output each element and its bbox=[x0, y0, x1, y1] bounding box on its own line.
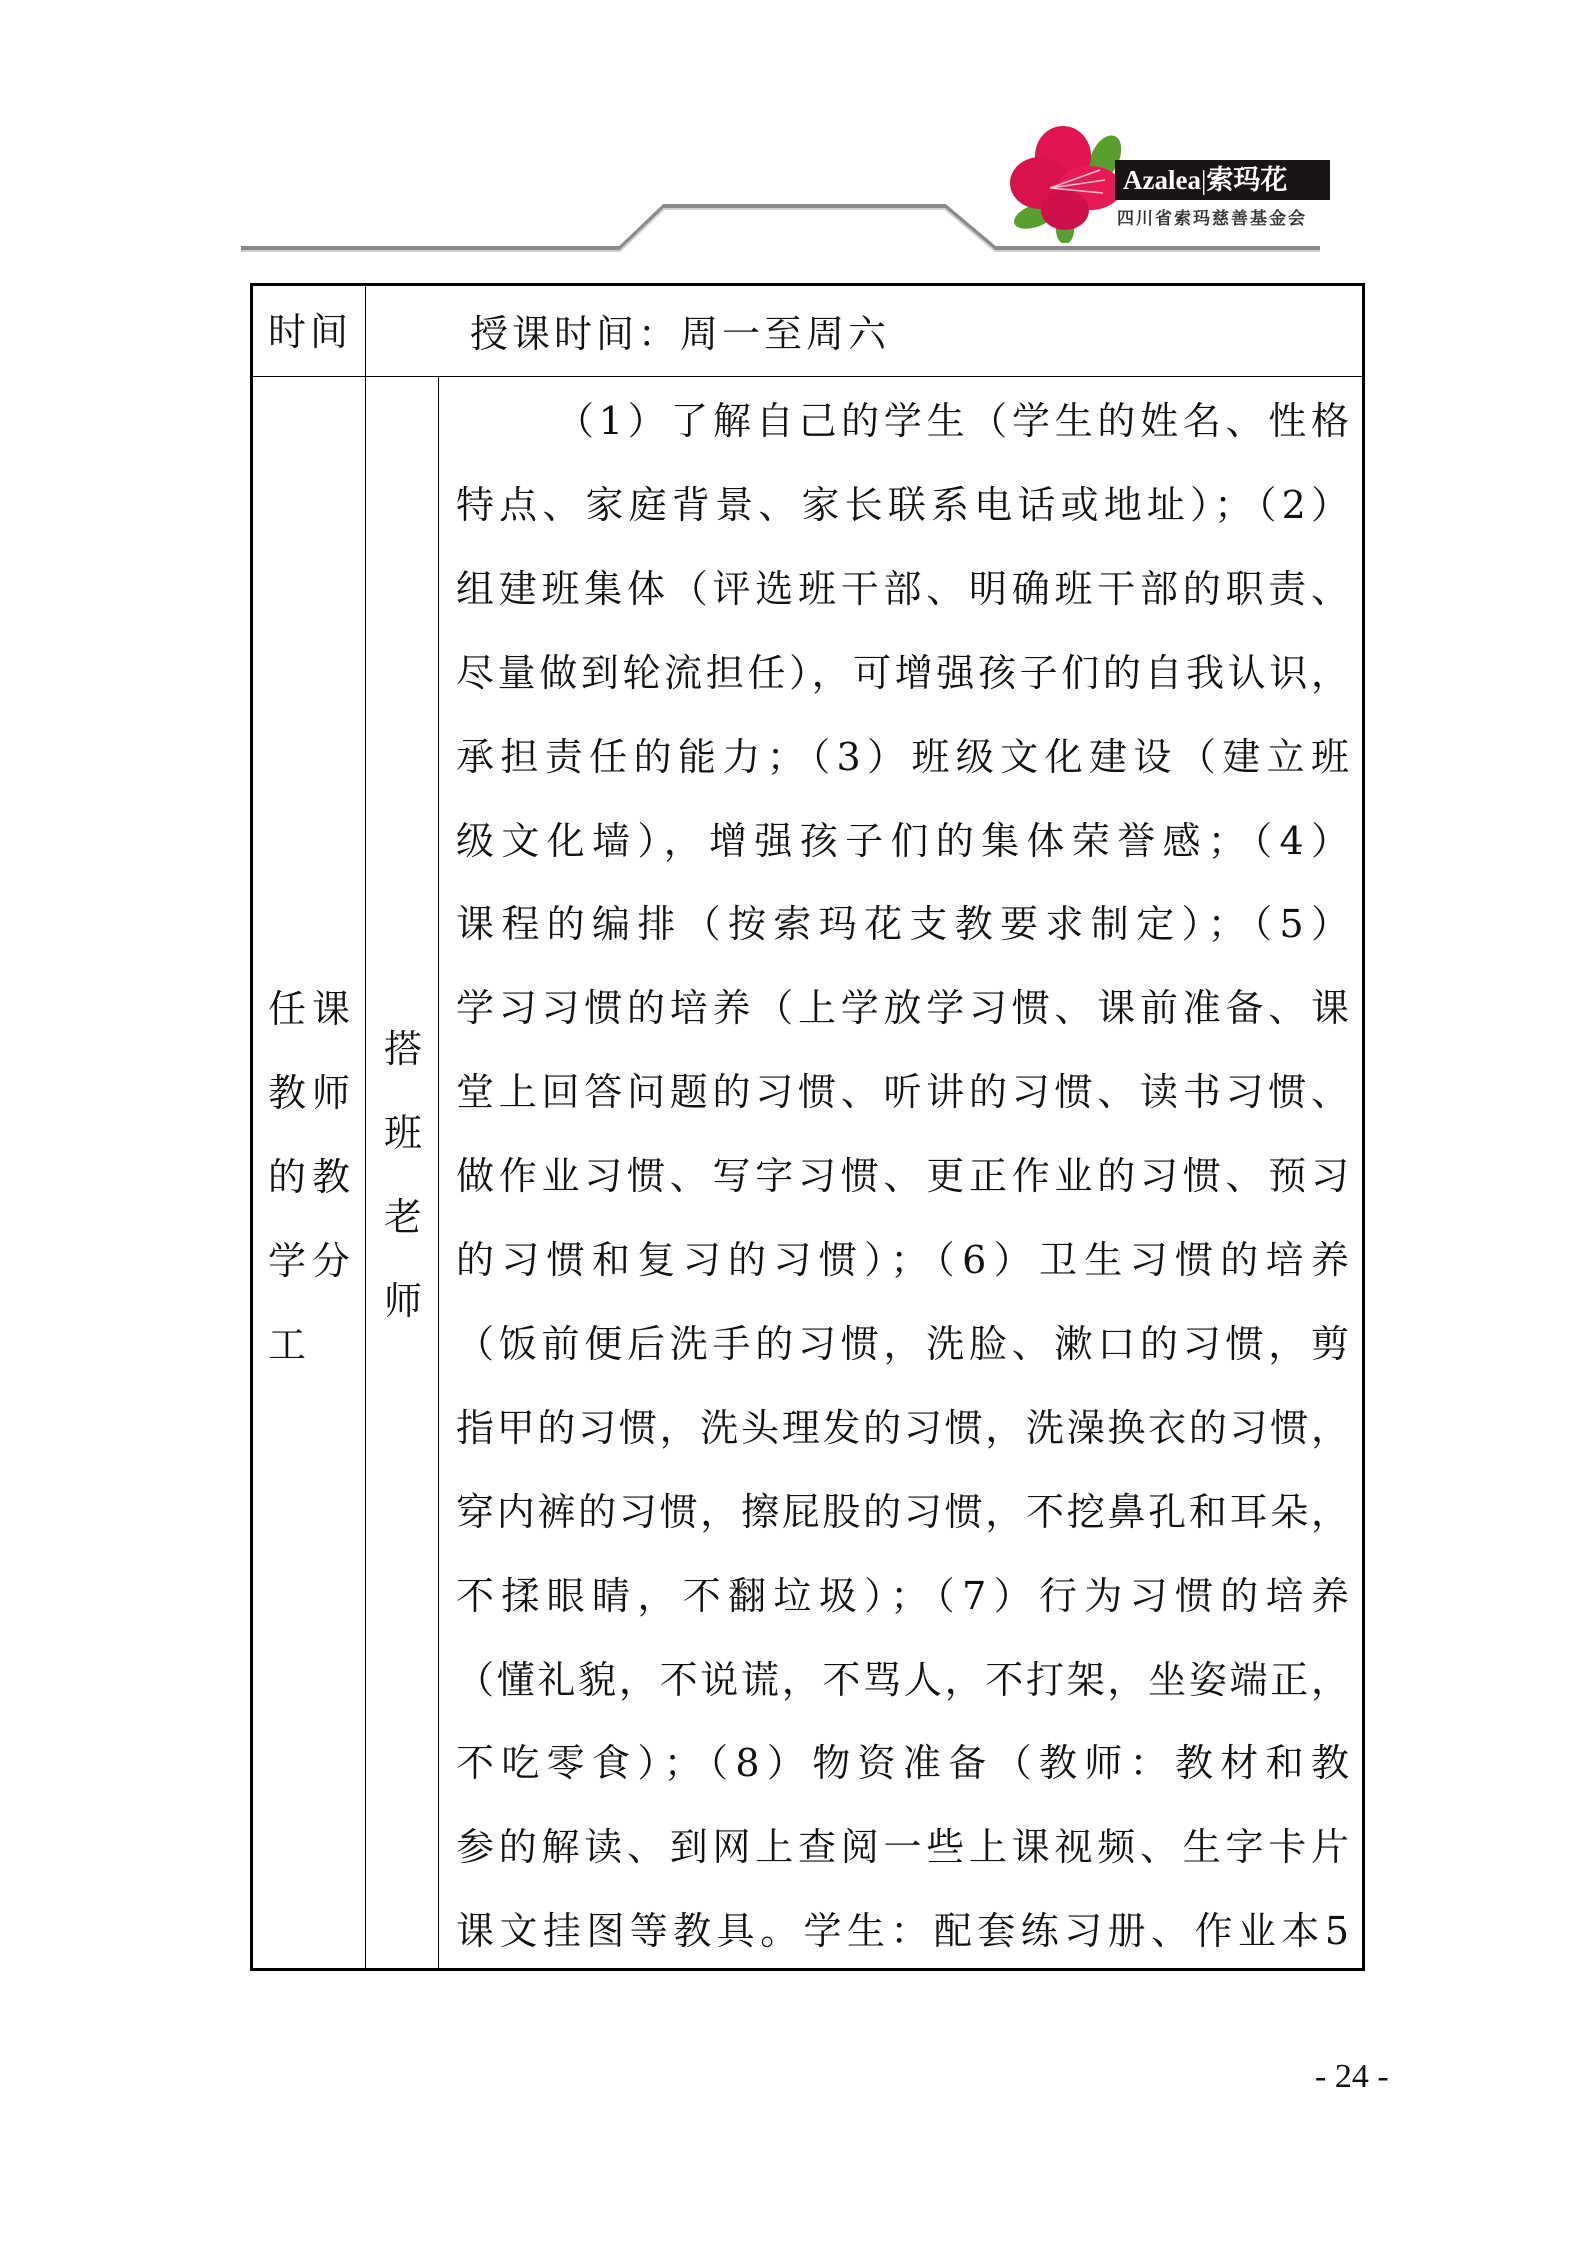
content-line: （饭前便后洗手的习惯，洗脸、漱口的习惯，剪 bbox=[456, 1321, 1349, 1366]
content-line: 承担责任的能力；（3）班级文化建设（建立班 bbox=[456, 734, 1349, 779]
content-line: 的习惯和复习的习惯）；（6）卫生习惯的培养 bbox=[456, 1238, 1349, 1282]
content-line: （懂礼貌，不说谎，不骂人，不打架，坐姿端正， bbox=[456, 1657, 1349, 1702]
division-label-line: 的教 bbox=[268, 1155, 357, 1199]
logo-brand-cn: 索玛花 bbox=[1206, 165, 1288, 195]
role-char: 师 bbox=[383, 1279, 422, 1323]
content-line: 参的解读、到网上查阅一些上课视频、生字卡片 bbox=[456, 1825, 1349, 1870]
division-label-line: 任课 bbox=[268, 987, 357, 1031]
azalea-logo bbox=[1005, 118, 1335, 243]
content-line: 不吃零食）；（8）物资准备（教师：教材和教 bbox=[456, 1741, 1349, 1786]
time-value: 授课时间：周一至周六 bbox=[470, 312, 891, 356]
content-line: 尽量做到轮流担任），可增强孩子们的自我认识， bbox=[456, 650, 1349, 695]
logo-brand-en: Azalea bbox=[1123, 165, 1201, 195]
division-label-line: 学分 bbox=[268, 1239, 357, 1283]
content-line: 级文化墙），增强孩子们的集体荣誉感；（4） bbox=[456, 818, 1349, 863]
content-line: 组建班集体（评选班干部、明确班干部的职责、 bbox=[456, 566, 1349, 611]
division-label-line: 工 bbox=[268, 1323, 313, 1367]
content-line: （1）了解自己的学生（学生的姓名、性格 bbox=[556, 399, 1349, 443]
logo-brand-bar: Azalea|索玛花 bbox=[1115, 160, 1330, 200]
content-line: 堂上回答问题的习惯、听讲的习惯、读书习惯、 bbox=[456, 1070, 1349, 1115]
content-line: 不揉眼睛，不翻垃圾）；（7）行为习惯的培养 bbox=[456, 1573, 1349, 1618]
time-label: 时间 bbox=[268, 310, 353, 354]
role-char: 老 bbox=[383, 1195, 422, 1239]
table-col-divider bbox=[438, 376, 439, 1968]
content-line: 课文挂图等教具。学生：配套练习册、作业本5 bbox=[456, 1909, 1349, 1954]
content-line: 学习习惯的培养（上学放学习惯、课前准备、课 bbox=[456, 986, 1349, 1031]
content-line: 特点、家庭背景、家长联系电话或地址）；（2） bbox=[456, 482, 1349, 527]
azalea-flower-icon bbox=[1005, 118, 1130, 243]
table-row-divider bbox=[253, 376, 1362, 377]
table-col-divider bbox=[365, 286, 366, 1968]
logo-subtitle: 四川省索玛慈善基金会 bbox=[1117, 209, 1307, 229]
division-label-line: 教师 bbox=[268, 1071, 357, 1115]
role-char: 搭 bbox=[383, 1027, 422, 1071]
page-number: - 24 - bbox=[1315, 2058, 1389, 2095]
header-decoration-line bbox=[0, 0, 1587, 260]
role-char: 班 bbox=[383, 1111, 422, 1155]
teaching-division-table bbox=[250, 283, 1365, 1971]
content-line: 指甲的习惯，洗头理发的习惯，洗澡换衣的习惯， bbox=[456, 1405, 1349, 1450]
content-line: 穿内裤的习惯，擦屁股的习惯，不挖鼻孔和耳朵， bbox=[456, 1489, 1349, 1534]
content-line: 做作业习惯、写字习惯、更正作业的习惯、预习 bbox=[456, 1154, 1349, 1199]
content-line: 课程的编排（按索玛花支教要求制定）；（5） bbox=[456, 902, 1349, 947]
